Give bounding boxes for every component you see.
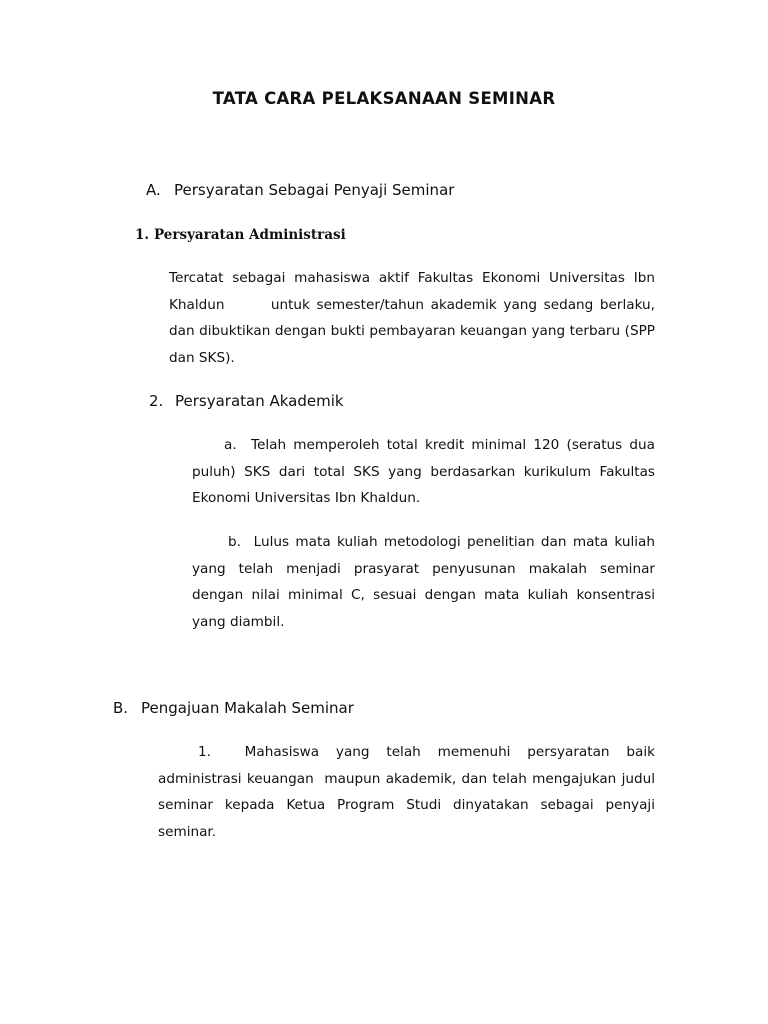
administrasi-paragraph: Tercatat sebagai mahasiswa aktif Fakultas Ekonomi Universitas Ibn Khaldun untuk semester/tahun akademik yang sedang berlaku, dan dibuktikan dengan bukti pembayaran keuangan yang terbaru (SPP dan SKS). — [169, 270, 660, 366]
subsection-2-title: Persyaratan Akademik — [175, 392, 344, 410]
akademik-point-b: b. Lulus mata kuliah metodologi penelitian dan mata kuliah yang telah menjadi prasyarat penyusunan makalah seminar dengan nilai minimal C, sesuai dengan mata kuliah konsentrasi yang diambil. — [192, 534, 660, 630]
akademik-point-a: a. Telah memperoleh total kredit minimal 120 (seratus dua puluh) SKS dari total SKS yang berdasarkan kurikulum Fakultas Ekonomi Universitas Ibn Khaldun. — [192, 437, 660, 506]
section-b-marker: B. — [113, 699, 129, 717]
subsection-administrasi-heading — [135, 227, 346, 243]
section-b-title: Pengajuan Makalah Seminar — [141, 699, 354, 717]
subsection-2-marker: 2. — [149, 392, 164, 410]
section-a-title: Persyaratan Sebagai Penyaji Seminar — [174, 181, 455, 199]
subsection-akademik-heading — [149, 392, 344, 410]
section-b-heading — [113, 699, 354, 717]
section-a-heading — [146, 181, 454, 199]
document-title: TATA CARA PELAKSANAAN SEMINAR — [212, 89, 556, 108]
section-a-marker: A. — [146, 181, 161, 199]
subsection-1-marker: 1. — [135, 227, 150, 243]
subsection-1-title: Persyaratan Administrasi — [154, 227, 346, 243]
pengajuan-point-1: 1. Mahasiswa yang telah memenuhi persyaratan baik administrasi keuangan maupun akademik, dan telah mengajukan judul seminar kepada Ketua Program Studi dinyatakan sebagai penyaji seminar. — [158, 744, 660, 840]
